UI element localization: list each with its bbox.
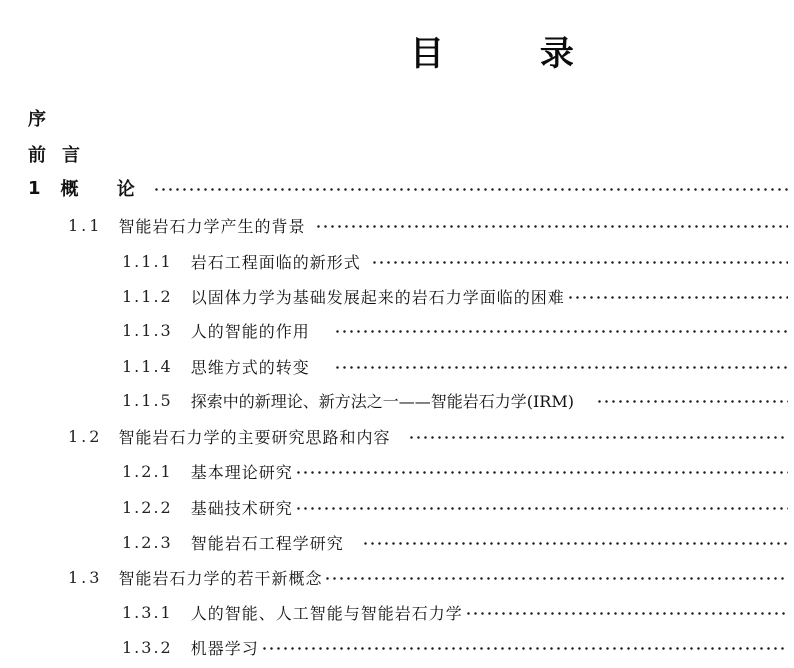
toc-entry-number: 1.1.4	[122, 356, 173, 376]
toc-entry-title: 探索中的新理论、新方法之一——智能岩石力学(IRM)	[190, 391, 574, 411]
toc-entry-1-1-2[interactable]	[0, 281, 794, 311]
toc-entry-1-2-2[interactable]	[0, 492, 794, 522]
toc-entry-1-1-1[interactable]	[0, 246, 794, 276]
toc-entry-1-2[interactable]	[0, 421, 794, 451]
toc-entry-1-2-3[interactable]	[0, 527, 794, 557]
toc-entry-foreword[interactable]	[0, 139, 794, 169]
toc-entry-1-1[interactable]	[0, 210, 794, 240]
toc-entry-1-1-4[interactable]	[0, 351, 794, 381]
toc-entry-title: 以固体力学为基础发展起来的岩石力学面临的困难	[190, 287, 565, 307]
toc-entry-title: 机器学习	[190, 638, 259, 658]
toc-entry-1-3[interactable]	[0, 562, 794, 592]
toc-entry-number: 1.1	[68, 215, 103, 235]
toc-entry-title: 岩石工程面临的新形式	[190, 252, 361, 272]
toc-entry-number: 1.1.3	[122, 320, 173, 340]
toc-entry-chapter-1[interactable]	[0, 173, 794, 203]
toc-entry-number: 1.2.1	[122, 461, 173, 481]
toc-entry-number: 1.2.2	[122, 497, 173, 517]
dot-leader	[315, 225, 788, 228]
toc-entry-title: 智能岩石力学的若干新概念	[118, 568, 323, 588]
toc-entry-number: 1.1.5	[122, 390, 173, 410]
toc-entry-preface[interactable]	[0, 103, 794, 133]
toc-entry-title: 概 论	[60, 179, 151, 200]
toc-entry-number: 1.3	[68, 567, 103, 587]
dot-leader	[465, 612, 788, 615]
toc-entry-1-3-1[interactable]	[0, 597, 794, 627]
toc-entry-1-1-3[interactable]	[0, 315, 794, 345]
toc-entry-title: 序	[28, 109, 62, 130]
toc-entry-number: 1.2	[68, 426, 103, 446]
dot-leader	[362, 542, 788, 545]
toc-entry-title: 人的智能、人工智能与智能岩石力学	[190, 603, 463, 623]
toc-entry-title: 基本理论研究	[190, 462, 293, 482]
toc-entry-1-2-1[interactable]	[0, 456, 794, 486]
toc-entry-title: 智能岩石工程学研究	[190, 533, 344, 553]
toc-entry-number: 1	[28, 177, 41, 199]
dot-leader	[324, 577, 788, 580]
dot-leader	[334, 366, 788, 369]
toc-entry-number: 1.1.2	[122, 286, 173, 306]
dot-leader	[596, 400, 788, 403]
dot-leader	[153, 188, 788, 191]
toc-entry-number: 1.3.1	[122, 602, 173, 622]
dot-leader	[334, 330, 788, 333]
page-title: 目 录	[410, 34, 616, 74]
toc-entry-number: 1.3.2	[122, 637, 173, 657]
toc-entry-title: 人的智能的作用	[190, 321, 310, 341]
dot-leader	[567, 296, 788, 299]
toc-entry-1-1-5[interactable]	[0, 385, 794, 415]
toc-entry-title: 智能岩石力学产生的背景	[118, 216, 306, 236]
toc-entry-number: 1.1.1	[122, 251, 173, 271]
dot-leader	[261, 647, 788, 650]
toc-entry-title: 前言	[28, 145, 96, 166]
toc-entry-title: 基础技术研究	[190, 498, 293, 518]
toc-entry-number: 1.2.3	[122, 532, 173, 552]
toc-entry-title: 智能岩石力学的主要研究思路和内容	[118, 427, 391, 447]
dot-leader	[408, 436, 788, 439]
toc-entry-1-3-2[interactable]	[0, 632, 794, 662]
dot-leader	[371, 261, 788, 264]
dot-leader	[295, 471, 788, 474]
dot-leader	[295, 507, 788, 510]
toc-entry-title: 思维方式的转变	[190, 357, 310, 377]
